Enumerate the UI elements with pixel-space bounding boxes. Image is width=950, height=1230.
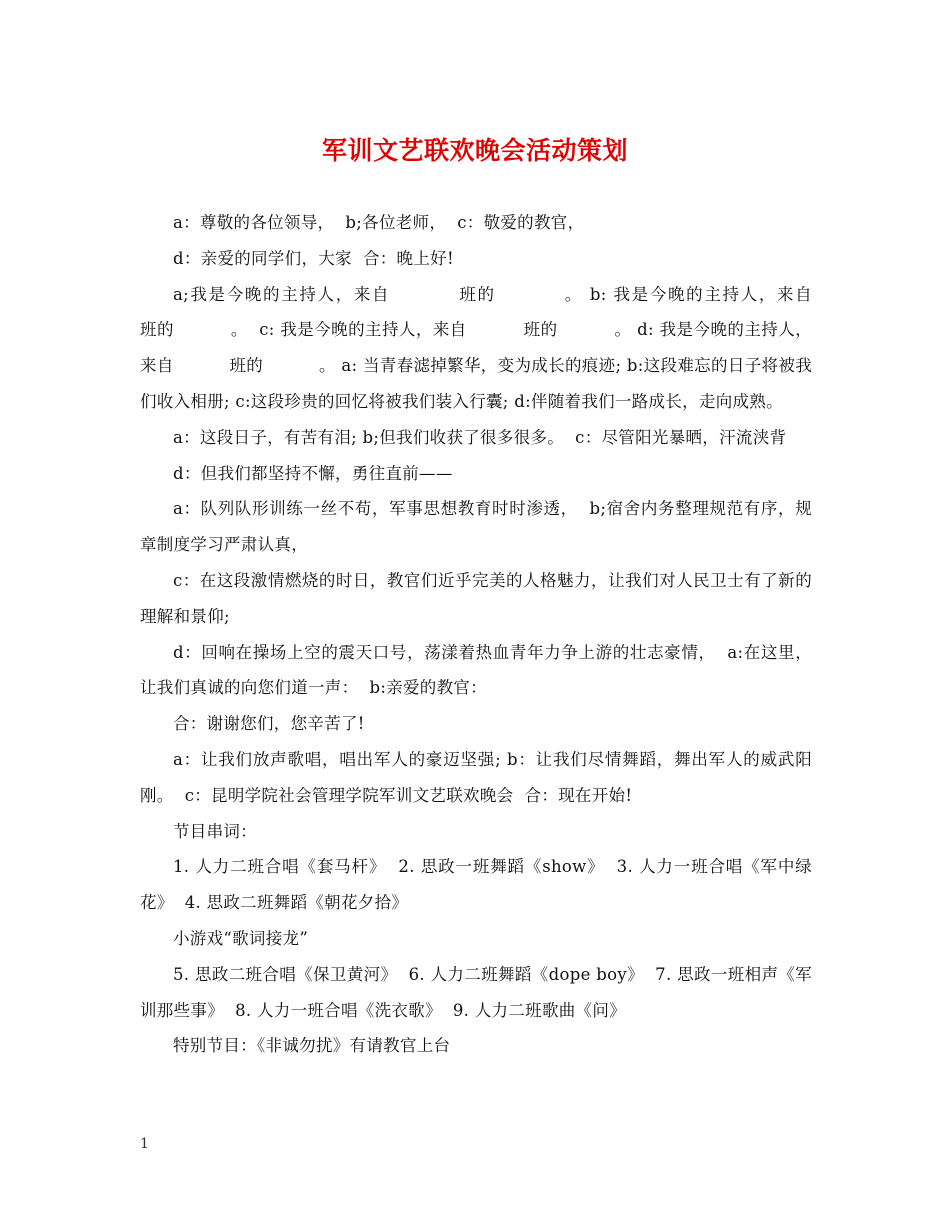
paragraph: 5. 思政二班合唱《保卫黄河》 6. 人力二班舞蹈《dope boy》 7. 思政一班相声《军训那些事》 8. 人力一班合唱《洗衣歌》 9. 人力二班歌曲《问》 — [140, 964, 812, 1020]
paragraph: a;我是今晚的主持人，来自 班的 。 b: 我是今晚的主持人，来自 班的 。 c: 我是今晚的主持人，来自 班的 。 d: 我是今晚的主持人，来自 班的 。 a: 当青春滤掉繁华，变为成长的痕迹; b:这段难忘的日子将被我们收入相册; c:这段珍贵的回忆将被我们装入行囊; d:伴随着我们一路成长，走向成熟。 — [140, 284, 868, 411]
paragraph: a：这段日子，有苦有泪; b;但我们收获了很多很多。 c：尽管阳光暴晒，汗流浃背 — [173, 427, 787, 447]
document-title: 军训文艺联欢晚会活动策划 — [321, 136, 628, 165]
paragraph: 1. 人力二班合唱《套马杆》 2. 思政一班舞蹈《show》 3. 人力一班合唱《军中绿花》 4. 思政二班舞蹈《朝花夕拾》 — [140, 857, 812, 913]
paragraph: d：回响在操场上空的震天口号，荡漾着热血青年力争上游的壮志豪情， a:在这里，让我们真诚的向您们道一声： b:亲爱的教官： — [140, 642, 812, 698]
paragraph: 特别节目：《非诚勿扰》有请教官上台 — [173, 1036, 451, 1056]
page-number: 1 — [140, 1136, 149, 1152]
paragraph: 合：谢谢您们，您辛苦了! — [173, 714, 365, 734]
paragraph: a：队列队形训练一丝不苟，军事思想教育时时渗透， b;宿舍内务整理规范有序，规章制度学习严肃认真， — [140, 499, 812, 555]
paragraph: d：但我们都坚持不懈，勇往直前—— — [173, 463, 453, 483]
paragraph: d：亲爱的同学们，大家 合：晚上好! — [173, 248, 454, 268]
paragraph: a：尊敬的各位领导， b;各位老师， c：敬爱的教官， — [173, 213, 585, 232]
paragraph: 节目串词： — [173, 821, 257, 841]
paragraph: a：让我们放声歌唱，唱出军人的豪迈坚强; b：让我们尽情舞蹈，舞出军人的威武阳刚。 c：昆明学院社会管理学院军训文艺联欢晚会 合：现在开始! — [140, 749, 812, 805]
paragraph: 小游戏“歌词接龙” — [173, 928, 309, 948]
paragraph: c：在这段激情燃烧的时日，教官们近乎完美的人格魅力，让我们对人民卫士有了新的理解和景仰; — [140, 570, 812, 626]
document-body — [140, 205, 868, 1064]
